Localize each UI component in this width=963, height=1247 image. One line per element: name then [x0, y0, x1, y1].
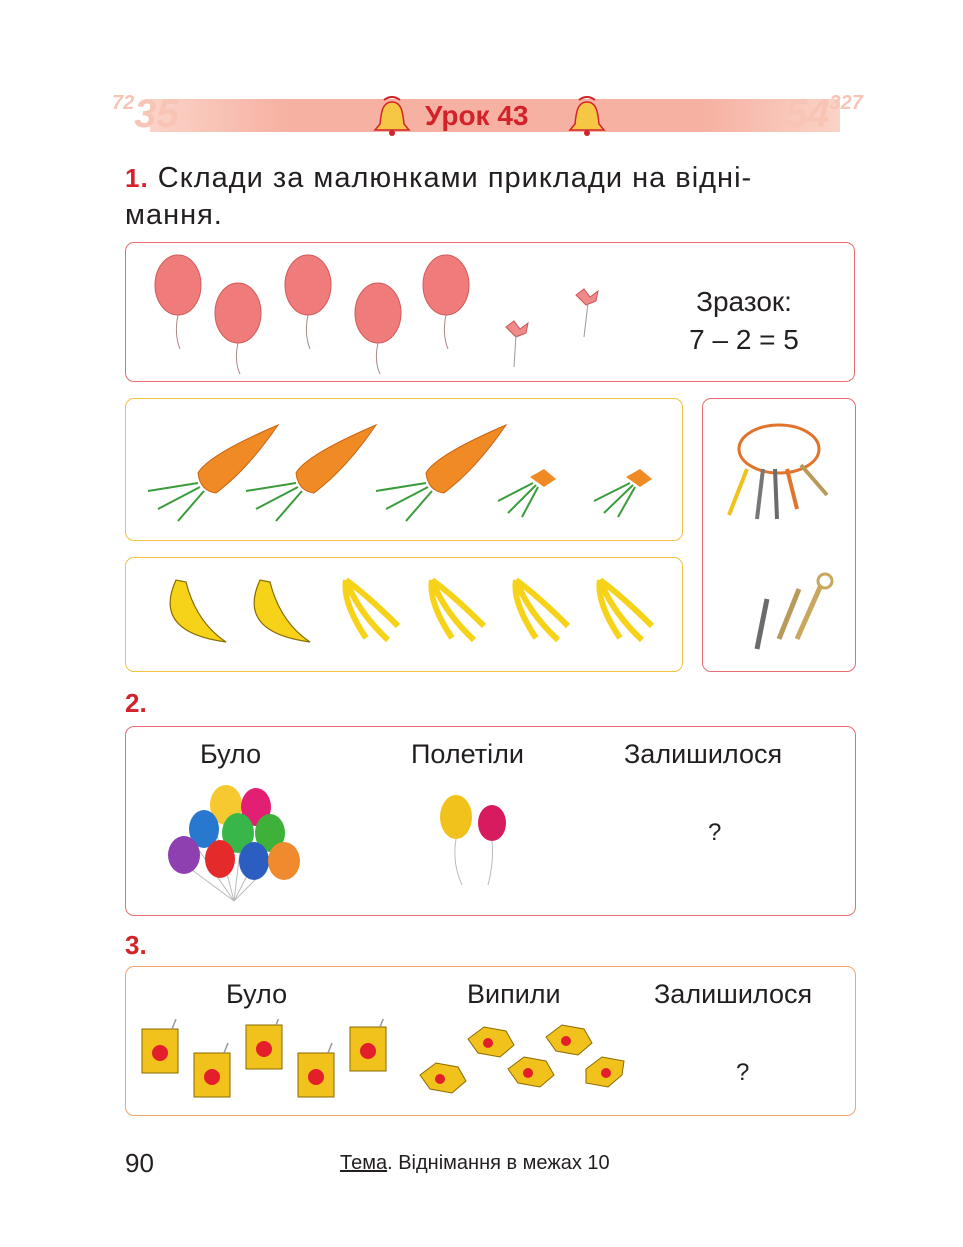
task3-column-was: Було [226, 979, 288, 1009]
task3-column-drank: Випили [467, 979, 561, 1009]
sample-label: Зразок: [696, 286, 792, 317]
task1-text-line2: мання. [125, 199, 223, 231]
page-number: 90 [125, 1148, 154, 1178]
task1-bananas-box [125, 557, 683, 672]
task1-text-line1: Склади за малюнками приклади на відні- [157, 162, 753, 194]
keys-illustration [717, 419, 842, 659]
task2-column-flew: Полетіли [411, 739, 524, 769]
task2-number: 2. [125, 688, 147, 718]
task3-unknown: ? [736, 1059, 750, 1086]
task1-keys-box [702, 398, 856, 672]
task2-column-left: Залишилося [624, 739, 783, 769]
task1-carrots-box [125, 398, 683, 541]
crushed-juice-boxes-illustration [416, 1023, 626, 1099]
task1-instruction [125, 160, 865, 234]
bananas-illustration [156, 572, 666, 660]
task3-column-left: Залишилося [654, 979, 813, 1009]
bell-icon [565, 96, 609, 138]
juice-boxes-illustration [138, 1019, 396, 1107]
footer-topic [340, 1152, 610, 1175]
footer-topic-label: Тема [340, 1152, 388, 1174]
balloon-bunch-illustration [164, 783, 304, 907]
decorative-numbers-left: $^{72}$35 [112, 92, 179, 136]
task2-column-was: Було [200, 739, 262, 769]
decorative-numbers-right: $54^{327}$ [785, 92, 863, 136]
task2-unknown: ? [708, 819, 722, 846]
task3-number: 3. [125, 930, 147, 960]
balloons-illustration [136, 249, 636, 377]
sample-block [664, 283, 824, 359]
carrots-illustration [138, 413, 668, 528]
bell-icon [370, 96, 414, 138]
two-balloons-illustration [432, 793, 516, 889]
task1-number: 1. [125, 163, 149, 193]
lesson-title: Урок 43 [425, 100, 529, 131]
sample-expression: 7 – 2 = 5 [689, 324, 799, 355]
task2-box [125, 726, 856, 916]
footer-topic-text: . Віднімання в межах 10 [387, 1152, 610, 1174]
task3-box [125, 966, 856, 1116]
task1-balloons-box [125, 242, 855, 382]
